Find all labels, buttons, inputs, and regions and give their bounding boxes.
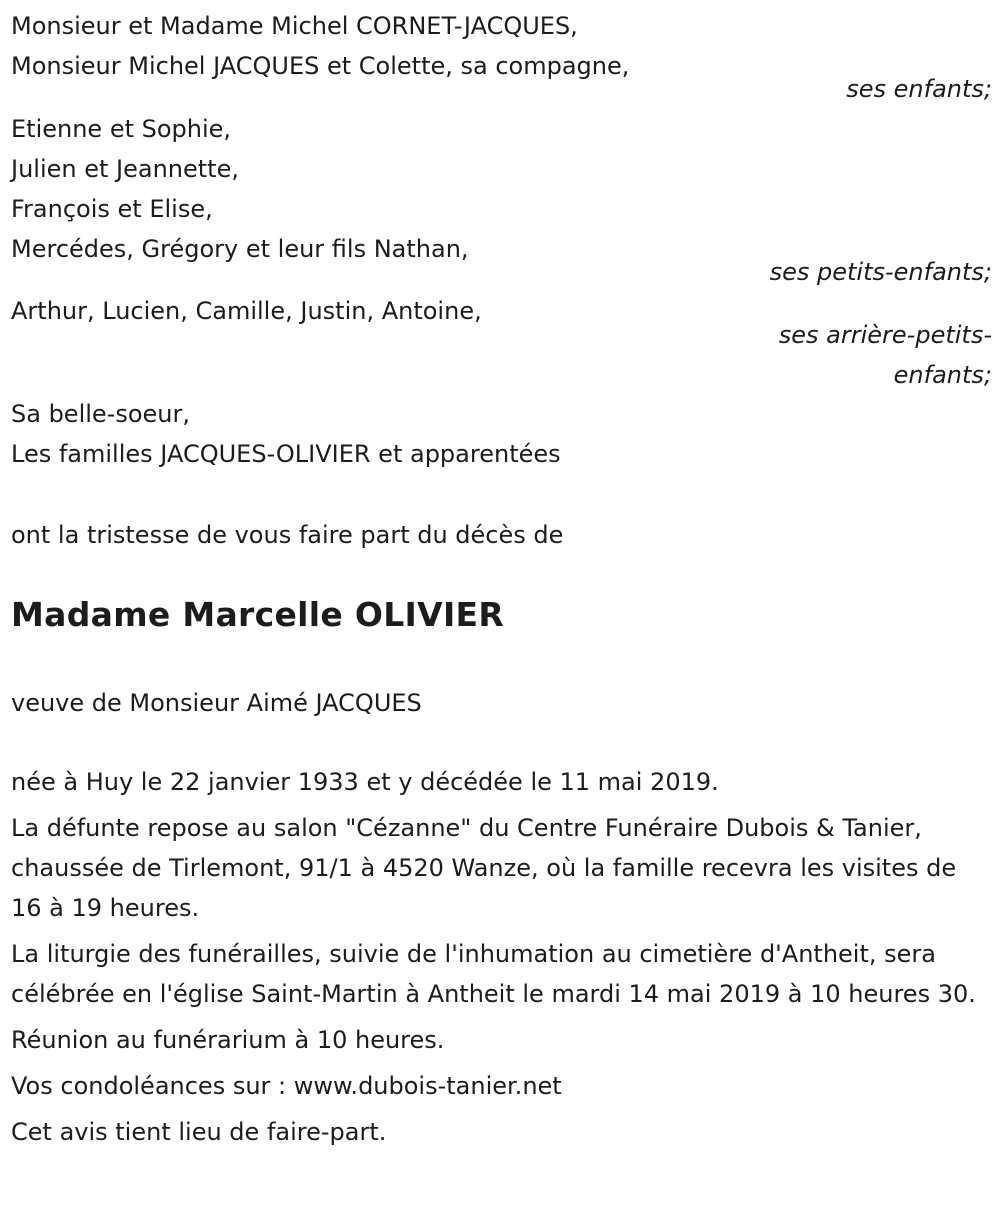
deceased-name: Madame Marcelle OLIVIER bbox=[11, 595, 505, 634]
grandchildren-block bbox=[11, 109, 992, 269]
great-grandchildren-line: Arthur, Lucien, Camille, Justin, Antoine, bbox=[11, 297, 482, 325]
widow-of: veuve de Monsieur Aimé JACQUES bbox=[11, 689, 422, 717]
gathering-paragraph: Réunion au funérarium à 10 heures. bbox=[11, 1026, 445, 1054]
children-line: Monsieur et Madame Michel CORNET-JACQUES, bbox=[11, 12, 578, 40]
notice-paragraph: Cet avis tient lieu de faire-part. bbox=[11, 1118, 387, 1146]
other-relatives-line: Les familles JACQUES-OLIVIER et apparentées bbox=[11, 440, 561, 468]
birth-death-paragraph: née à Huy le 22 janvier 1933 et y décédée le 11 mai 2019. bbox=[11, 768, 719, 796]
children-line: Monsieur Michel JACQUES et Colette, sa compagne, bbox=[11, 52, 630, 80]
condolences-paragraph: Vos condoléances sur : www.dubois-tanier.net bbox=[11, 1072, 562, 1100]
grandchildren-line: François et Elise, bbox=[11, 195, 213, 223]
children-role: ses enfants; bbox=[846, 75, 992, 103]
children-block bbox=[11, 6, 992, 86]
funeral-paragraph: La liturgie des funérailles, suivie de l'inhumation au cimetière d'Antheit, sera célébrée en l'église Saint-Martin à Antheit le mardi 14 mai 2019 à 10 heures 30. bbox=[11, 940, 976, 1008]
grandchildren-line: Etienne et Sophie, bbox=[11, 115, 232, 143]
other-relatives-block bbox=[11, 394, 992, 474]
other-relatives-line: Sa belle-soeur, bbox=[11, 400, 190, 428]
viewing-paragraph: La défunte repose au salon "Cézanne" du Centre Funéraire Dubois & Tanier, chaussée de Tirlemont, 91/1 à 4520 Wanze, où la famille recevra les visites de 16 à 19 heures. bbox=[11, 814, 957, 922]
grandchildren-role: ses petits-enfants; bbox=[769, 258, 992, 286]
details-block bbox=[11, 762, 992, 1158]
announcement: ont la tristesse de vous faire part du décès de bbox=[11, 521, 564, 549]
great-grandchildren-role: ses arrière-petits- enfants; bbox=[778, 321, 992, 389]
grandchildren-line: Julien et Jeannette, bbox=[11, 155, 239, 183]
grandchildren-line: Mercédes, Grégory et leur fils Nathan, bbox=[11, 235, 469, 263]
